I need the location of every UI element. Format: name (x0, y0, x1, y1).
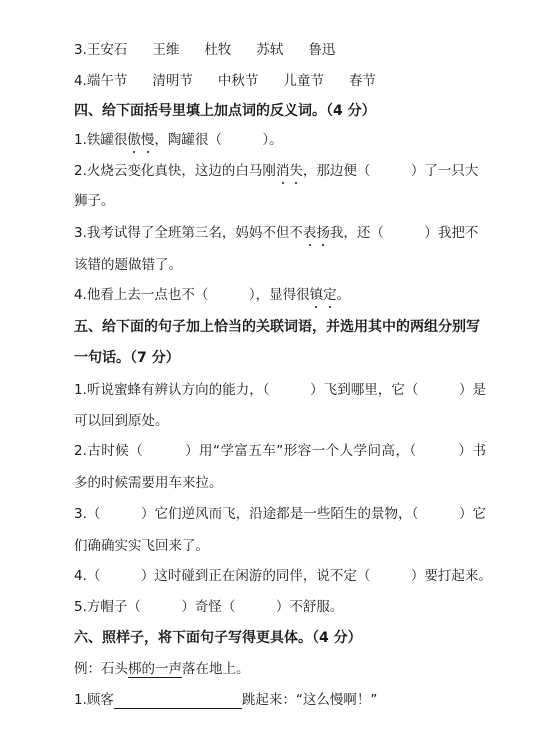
answer-blank[interactable] (114, 692, 242, 709)
section-5-heading-line-1: 五、给下面的句子加上恰当的关联词语，并选用其中的两组分别写 (74, 319, 480, 335)
option-item: 苏轼 (256, 42, 284, 58)
s4-item-2-line-2: 狮子。 (74, 193, 115, 209)
s5-item-3-line-1: 3.（ ）它们逆风而飞，沿途都是一些陌生的景物，（ ）它 (74, 506, 486, 522)
dotted-word: 消失 (275, 163, 303, 179)
s4-item-1: 1.铁罐很傲慢，陶罐很（ ）。 (74, 132, 283, 148)
option-item: 王维 (152, 42, 180, 58)
dotted-word: 表扬 (302, 225, 330, 241)
option-item: 鲁迅 (308, 42, 336, 58)
option-item: 中秋节 (217, 73, 259, 89)
section-6-heading: 六、照样子，将下面句子写得更具体。（4 分） (74, 630, 362, 646)
s5-item-4: 4.（ ）这时碰到正在闲游的同伴，说不定（ ）要打起来。 (74, 568, 492, 584)
s4-item-4: 4.他看上去一点也不（ ），显得很镇定。 (74, 287, 351, 303)
s6-item-1: 1.顾客 跳起来：“这么慢啊！” (74, 692, 378, 708)
option-item: 春节 (348, 73, 376, 89)
s5-item-2-line-1: 2.古时候（ ）用“学富五车”形容一个人学问高，（ ）书 (74, 443, 486, 459)
section-5-heading-line-2: 一句话。（7 分） (74, 350, 180, 366)
section-4-heading: 四、给下面括号里填上加点词的反义词。（4 分） (74, 103, 376, 119)
s6-example: 例：石头梆的一声落在地上。 (74, 661, 250, 677)
question-4-options (74, 72, 401, 90)
s5-item-5: 5.方帽子（ ）奇怪（ ）不舒服。 (74, 599, 344, 615)
s5-item-1-line-1: 1.听说蜜蜂有辨认方向的能力，（ ）飞到哪里，它（ ）是 (74, 382, 486, 398)
s5-item-1-line-2: 可以回到原处。 (74, 413, 169, 429)
question-3-options (74, 41, 360, 59)
option-item: 儿童节 (283, 73, 324, 89)
s5-item-3-line-2: 们确确实实飞回来了。 (74, 538, 209, 554)
option-item: 3.王安石 (74, 42, 128, 58)
dotted-word: 傲慢 (127, 132, 155, 148)
s5-item-2-line-2: 多的时候需要用车来拉。 (74, 475, 223, 491)
option-item: 杜牧 (204, 42, 232, 58)
dotted-word: 镇定 (309, 287, 337, 303)
option-item: 清明节 (152, 73, 193, 89)
option-item: 4.端午节 (74, 73, 128, 89)
s4-item-3-line-2: 该错的题做错了。 (74, 257, 182, 273)
example-underlined-phrase: 梆的一声 (128, 661, 182, 677)
s4-item-2-line-1: 2.火烧云变化真快，这边的白马刚消失，那边便（ ）了一只大 (74, 163, 479, 179)
s4-item-3-line-1: 3.我考试得了全班第三名，妈妈不但不表扬我，还（ ）我把不 (74, 225, 479, 241)
